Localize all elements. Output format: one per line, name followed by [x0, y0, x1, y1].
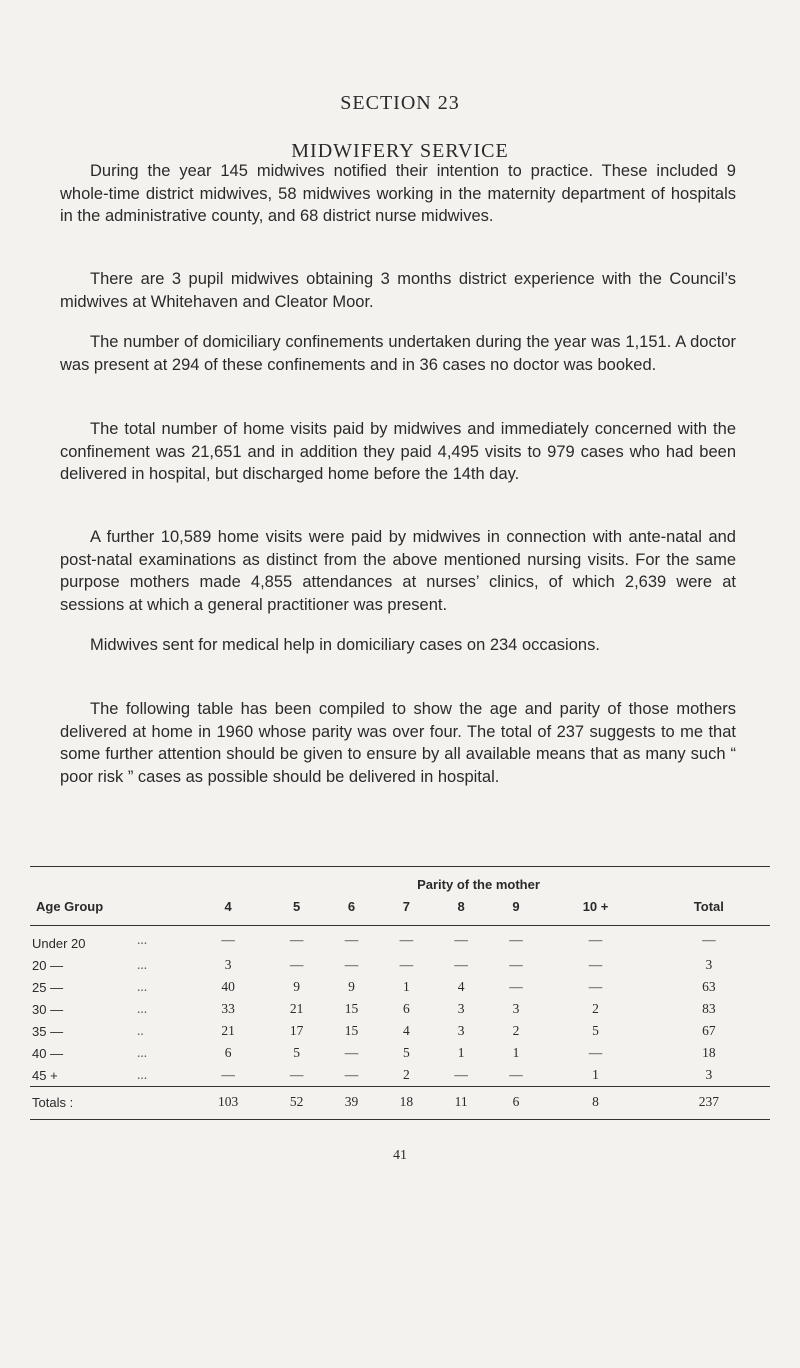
- table-cell: 15: [344, 1001, 359, 1016]
- table-cell: —: [344, 957, 359, 972]
- table-cell: —: [344, 932, 359, 947]
- table-cell: 9: [293, 979, 301, 994]
- column-header: 8: [457, 898, 465, 914]
- column-header: 5: [293, 898, 301, 914]
- table-cell: 3: [705, 957, 713, 972]
- age-group-label: 25 —: [32, 979, 64, 995]
- table-cell: 18: [702, 1045, 716, 1060]
- page-number: 41: [393, 1148, 407, 1163]
- column-header: 6: [347, 898, 356, 914]
- table-row: [30, 926, 770, 955]
- table-cell: 2: [402, 1067, 410, 1082]
- table-cell: 67: [702, 1023, 716, 1038]
- table-cell: 1: [512, 1045, 520, 1060]
- table-cell: 83: [702, 1001, 716, 1016]
- table-cell: 15: [344, 1023, 359, 1038]
- table-cell: 33: [221, 1001, 235, 1016]
- leader-dots: ...: [137, 979, 148, 994]
- table-cell: —: [454, 957, 468, 972]
- table-cell: —: [344, 1045, 359, 1060]
- table-row: [30, 1042, 770, 1064]
- section-heading: SECTION 23: [340, 92, 460, 114]
- table-cell: 9: [348, 979, 355, 994]
- table-cell: 3: [457, 1023, 465, 1038]
- table-cell: 21: [221, 1023, 235, 1038]
- table-cell: 3: [224, 957, 232, 972]
- table-cell: 1: [592, 1067, 599, 1082]
- table-cell: —: [399, 932, 414, 947]
- table-cell: 1: [457, 1045, 465, 1060]
- column-header: Total: [693, 898, 724, 914]
- table-cell: 4: [402, 1023, 410, 1038]
- table-cell: 6: [402, 1001, 410, 1016]
- table-cell: 2: [592, 1001, 599, 1016]
- totals-label: Totals :: [32, 1094, 74, 1110]
- table-cell: 5: [293, 1045, 301, 1060]
- table-cell: —: [344, 1067, 359, 1082]
- total-cell: 11: [454, 1094, 468, 1109]
- totals-row: [30, 1087, 770, 1120]
- page-title: MIDWIFERY SERVICE: [291, 140, 509, 162]
- parity-table-body: [30, 926, 770, 1087]
- total-cell: 52: [289, 1094, 304, 1109]
- table-cell: 1: [402, 979, 410, 994]
- table-cell: —: [588, 957, 603, 972]
- table-cell: —: [221, 932, 235, 947]
- table-cell: —: [588, 979, 603, 994]
- leader-dots: ...: [137, 1067, 148, 1082]
- table-cell: 17: [289, 1023, 304, 1038]
- table-cell: —: [454, 1067, 468, 1082]
- column-header: 10 +: [582, 898, 609, 914]
- column-header: 4: [224, 898, 232, 914]
- age-header-spacer: [30, 867, 187, 896]
- table-cell: —: [588, 1045, 603, 1060]
- table-cell: 6: [224, 1045, 232, 1060]
- paragraph-table-intro: The following table has been compiled to show the age and parity of those mothers delivered at home in 1960 whose parity was over four. The total of 237 suggests to me that some further attention should be given to ensure by all available means that as many such “ poor risk ” cases as possible should be delivered in hospital.: [60, 700, 736, 786]
- table-cell: —: [399, 957, 414, 972]
- table-cell: —: [289, 957, 304, 972]
- table-row: [30, 998, 770, 1020]
- table-cell: —: [509, 1067, 523, 1082]
- table-row: [30, 954, 770, 976]
- parity-table: [30, 866, 770, 1120]
- total-cell: 237: [698, 1094, 719, 1109]
- age-group-label: 30 —: [32, 1001, 64, 1017]
- table-cell: —: [702, 932, 716, 947]
- table-cell: 3: [457, 1001, 465, 1016]
- total-cell: 103: [218, 1094, 239, 1109]
- column-header: 7: [402, 898, 410, 914]
- leader-dots: ...: [137, 1001, 148, 1016]
- table-cell: 5: [592, 1023, 599, 1038]
- parity-group-header: Parity of the mother: [417, 876, 540, 892]
- table-cell: 2: [512, 1023, 520, 1038]
- age-group-label: 40 —: [32, 1045, 64, 1061]
- table-cell: —: [588, 932, 603, 947]
- table-cell: —: [221, 1067, 235, 1082]
- table-row: [30, 1064, 770, 1087]
- table-cell: 21: [289, 1001, 304, 1016]
- table-cell: 4: [457, 979, 465, 994]
- table-cell: —: [509, 932, 523, 947]
- paragraph-medical-help: Midwives sent for medical help in domiciliary cases on 234 occasions.: [90, 636, 600, 654]
- paragraph-notifications: During the year 145 midwives notified their intention to practice. These included 9 whole-time district midwives, 58 midwives working in the maternity department of hospitals in the administrative county, and 68 district nurse midwives.: [60, 162, 736, 225]
- table-row: [30, 976, 770, 998]
- table-cell: —: [289, 932, 304, 947]
- total-cell: 39: [344, 1094, 359, 1109]
- paragraph-ante-natal: A further 10,589 home visits were paid by midwives in connection with ante-natal and post-natal examinations as distinct from the above mentioned nursing visits. For the same purpose mothers made 4,855 attendances at nurses’ clinics, of which 2,639 were at sessions at which a general practitioner was present.: [60, 528, 736, 614]
- table-cell: 3: [705, 1067, 713, 1082]
- table-cell: —: [509, 957, 523, 972]
- leader-dots: ...: [137, 1045, 148, 1060]
- leader-dots: ...: [137, 957, 148, 972]
- paragraph-pupil-midwives: There are 3 pupil midwives obtaining 3 months district experience with the Council’s midwives at Whitehaven and Cleator Moor.: [60, 270, 736, 311]
- column-header: 9: [512, 898, 520, 914]
- table-cell: —: [454, 932, 468, 947]
- table-cell: 63: [702, 979, 716, 994]
- age-group-label: 45 +: [32, 1067, 58, 1083]
- table-cell: 3: [512, 1001, 520, 1016]
- table-cell: —: [289, 1067, 304, 1082]
- total-cell: 18: [399, 1094, 414, 1109]
- table-cell: 5: [402, 1045, 410, 1060]
- age-group-label: 20 —: [32, 957, 64, 973]
- paragraph-confinements: The number of domiciliary confinements undertaken during the year was 1,151. A doctor was present at 294 of these confinements and in 36 cases no doctor was booked.: [60, 333, 736, 374]
- total-cell: 8: [592, 1094, 599, 1109]
- table-cell: 40: [221, 979, 235, 994]
- table-cell: —: [509, 979, 523, 994]
- age-group-header: Age Group: [36, 898, 104, 914]
- age-group-label: 35 —: [32, 1023, 64, 1039]
- paragraph-home-visits: The total number of home visits paid by midwives and immediately concerned with the confinement was 21,651 and in addition they paid 4,495 visits to 979 cases who had been delivered in hospital, but discharged home before the 14th day.: [60, 420, 736, 483]
- leader-dots: ..: [137, 1023, 144, 1038]
- age-group-label: Under 20: [32, 935, 86, 951]
- totals-spacer: [137, 1087, 187, 1120]
- table-row: [30, 1020, 770, 1042]
- total-cell: 6: [512, 1094, 520, 1109]
- leader-dots: ...: [137, 932, 148, 947]
